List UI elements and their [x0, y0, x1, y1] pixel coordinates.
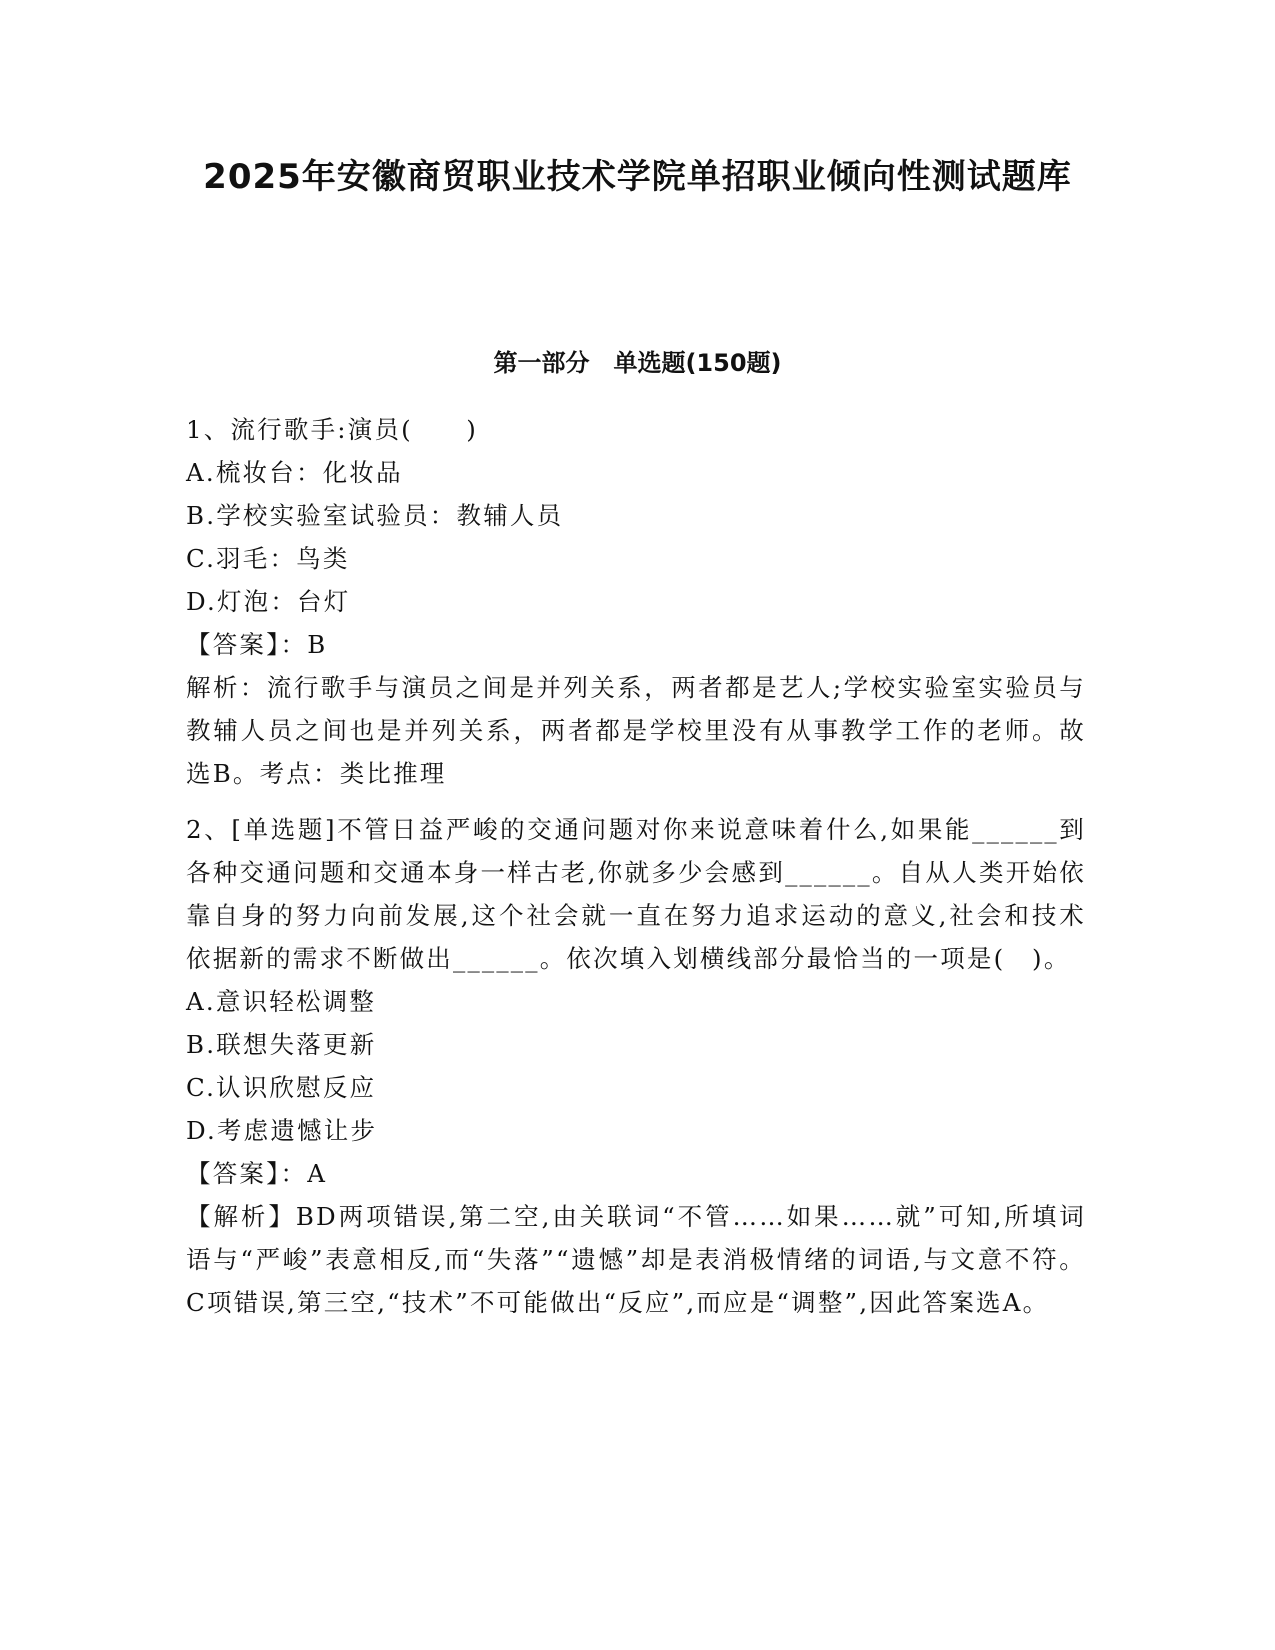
- answer-line: 【答案】：B: [186, 630, 328, 659]
- answer-line: 【答案】：A: [186, 1159, 328, 1188]
- option-b: B.学校实验室试验员：教辅人员: [186, 501, 564, 530]
- option-a: A.意识轻松调整: [186, 987, 377, 1016]
- option-b: B.联想失落更新: [186, 1030, 377, 1059]
- question-1: [186, 408, 1086, 795]
- analysis-paragraph: 【解析】BD两项错误,第二空,由关联词“不管……如果……就”可知,所填词语与“严峻”表意相反,而“失落”“遗憾”却是表消极情绪的词语,与文意不符。C项错误,第三空,“技术”不可能做出“反应”,而应是“调整”,因此答案选A。: [186, 1202, 1086, 1317]
- section-heading: 第一部分 单选题(150题): [493, 349, 782, 377]
- question-separator: [186, 795, 1086, 808]
- document-title: 2025年安徽商贸职业技术学院单招职业倾向性测试题库: [203, 157, 1072, 197]
- question-stem: 2、[单选题]不管日益严峻的交通问题对你来说意味着什么,如果能______到各种交通问题和交通本身一样古老,你就多少会感到______。自从人类开始依靠自身的努力向前发展,这个社会就一直在努力追求运动的意义,社会和技术依据新的需求不断做出______。依次填入划横线部分最恰当的一项是( )。: [186, 815, 1086, 973]
- question-list: [186, 408, 1086, 1324]
- option-a: A.梳妆台：化妆品: [186, 458, 403, 487]
- question-2: [186, 808, 1086, 1324]
- option-d: D.灯泡：台灯: [186, 587, 351, 616]
- question-stem: 1、流行歌手:演员( ): [186, 415, 479, 444]
- option-c: C.羽毛：鸟类: [186, 544, 350, 573]
- option-d: D.考虑遗憾让步: [186, 1116, 378, 1145]
- option-c: C.认识欣慰反应: [186, 1073, 377, 1102]
- analysis-paragraph: 解析：流行歌手与演员之间是并列关系，两者都是艺人;学校实验室实验员与教辅人员之间也是并列关系，两者都是学校里没有从事教学工作的老师。故选B。考点：类比推理: [186, 673, 1086, 788]
